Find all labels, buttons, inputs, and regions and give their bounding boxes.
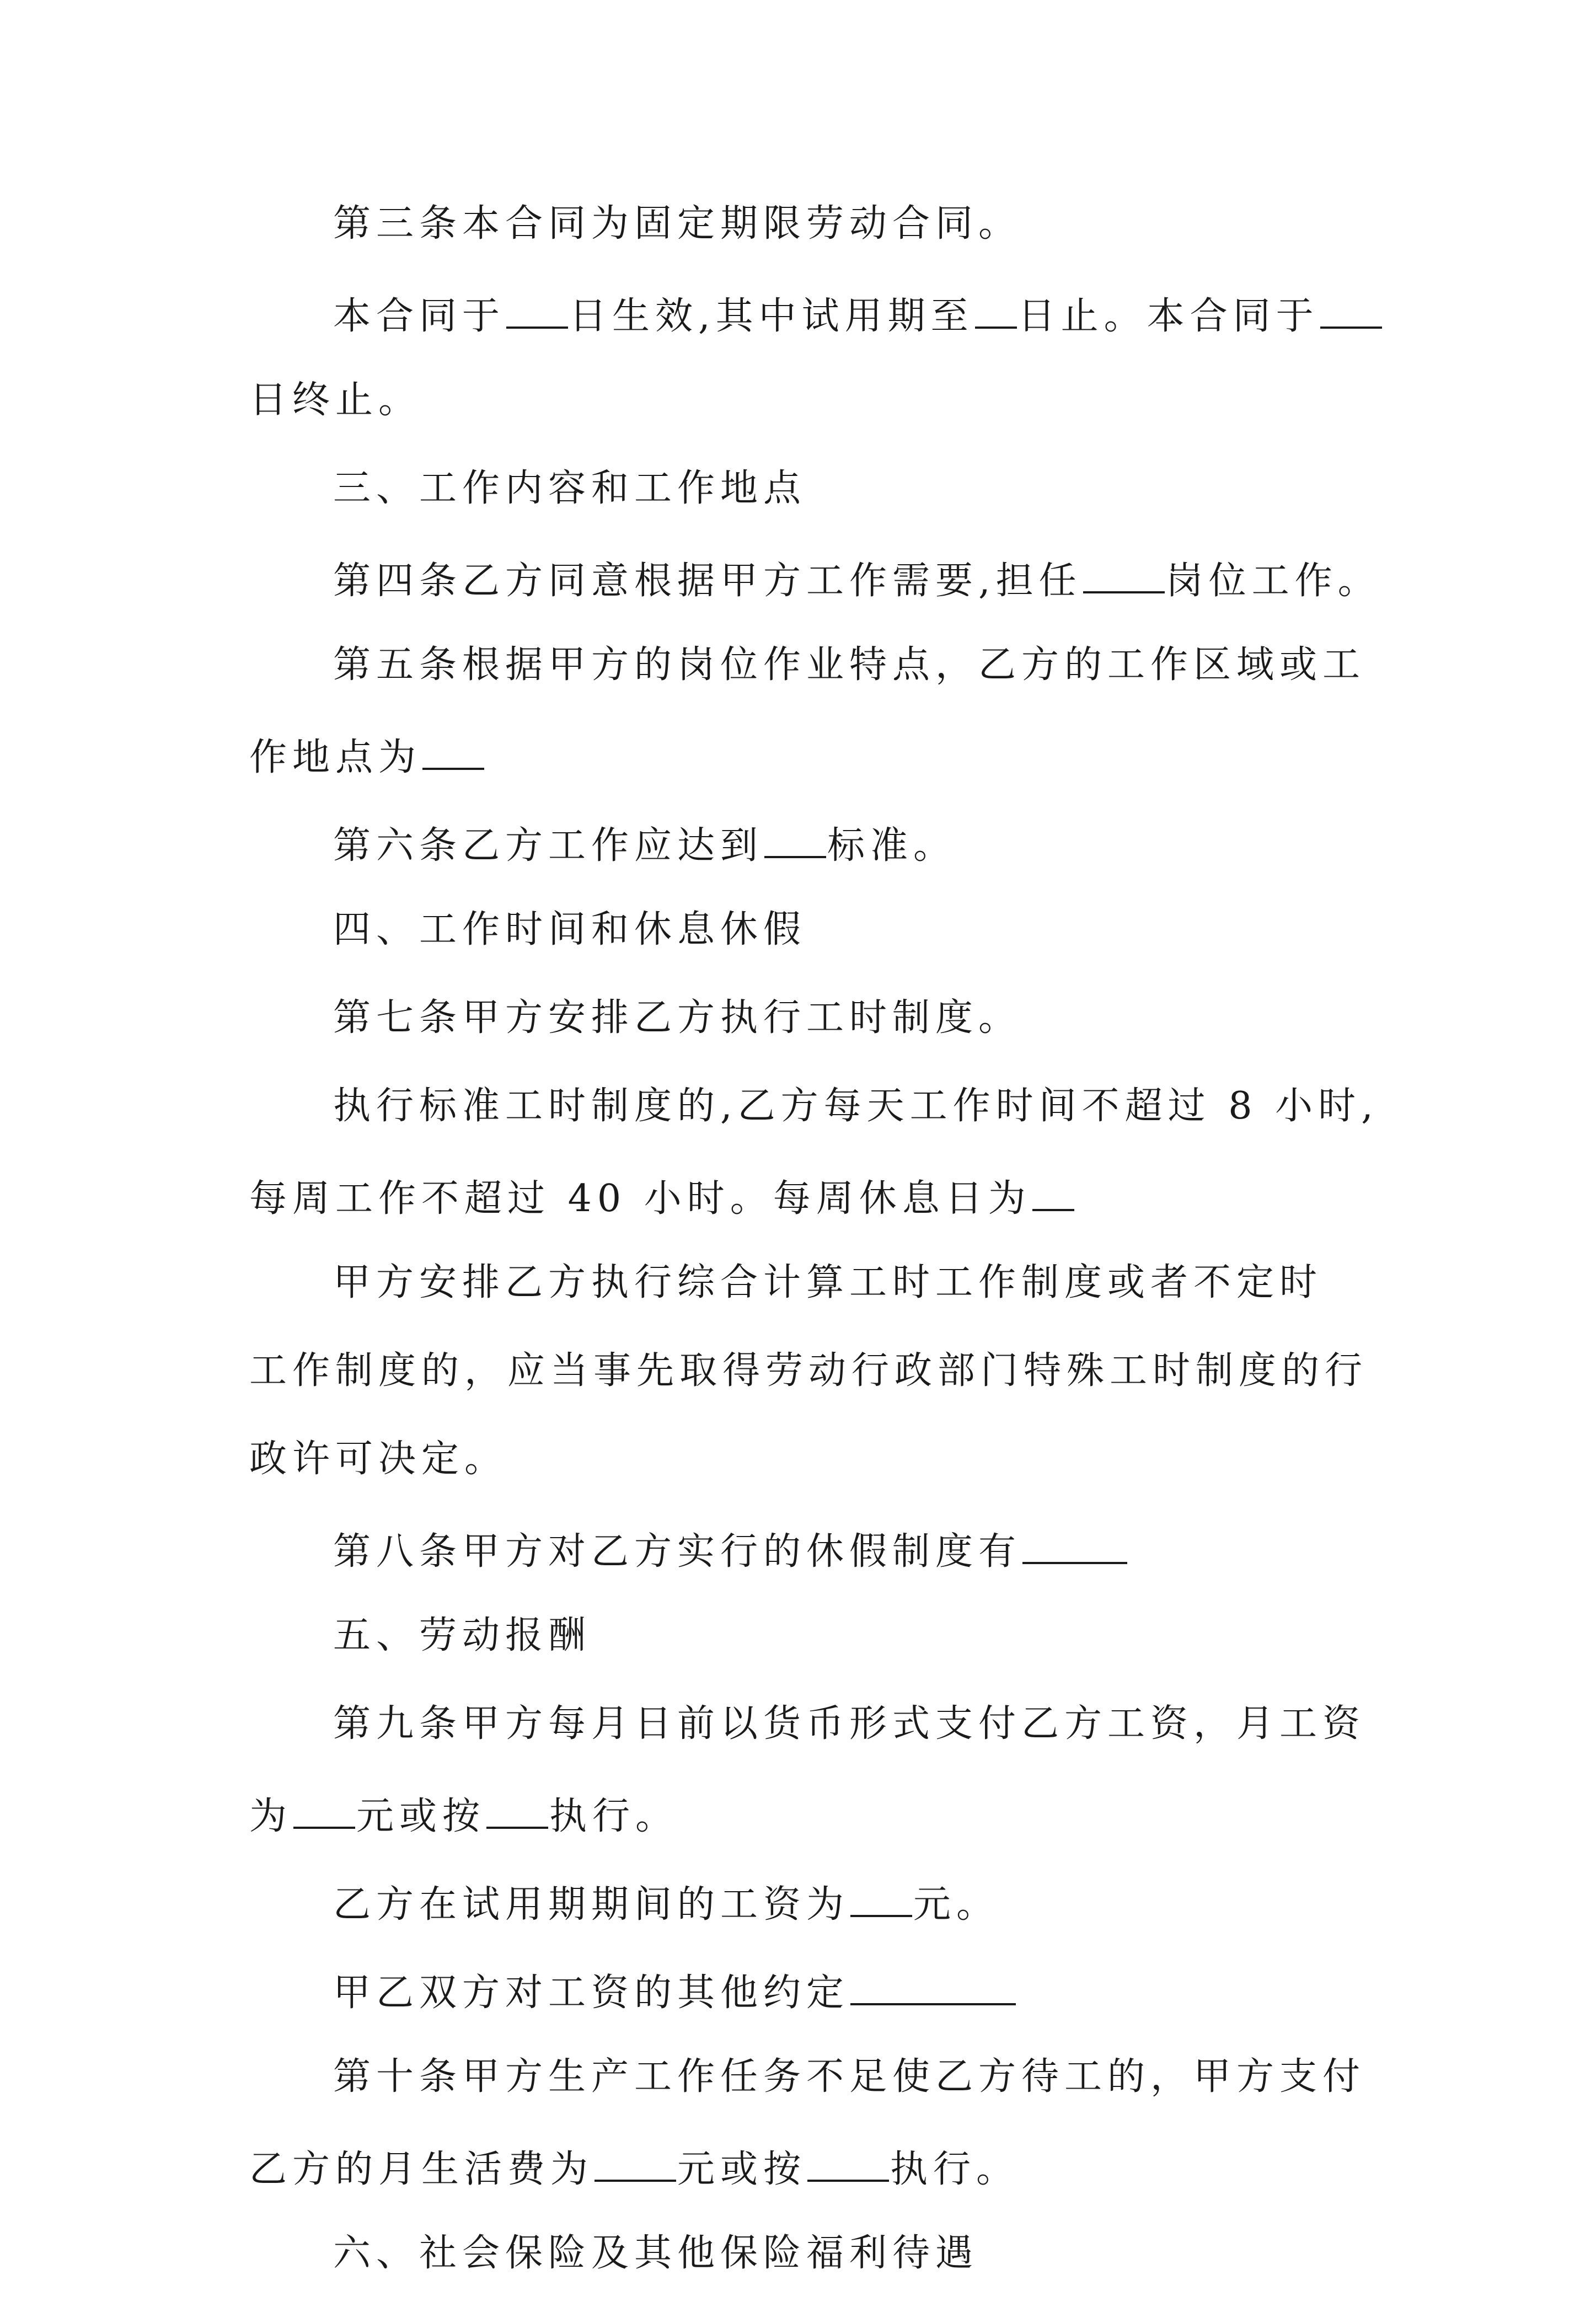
clause-5-text-cont: 作地点为 (249, 736, 422, 779)
clause-9-text-c: 执行。 (549, 1795, 679, 1838)
probation-salary-text-b: 元。 (913, 1883, 1000, 1926)
clause-9-continuation (249, 1794, 1358, 1838)
blank-probation-salary (850, 1882, 912, 1917)
section-4-title: 四、工作时间和休息休假 (333, 908, 807, 951)
flexible-hours-text-1: 甲方安排乙方执行综合计算工时工作制度或者不定时 (333, 1261, 1323, 1304)
contract-dates-text-c: 日止。本合同于 (1017, 295, 1319, 338)
clause-9-text-a: 为 (249, 1795, 293, 1838)
blank-salary-basis (486, 1794, 548, 1829)
flexible-hours-line-2 (249, 1349, 1368, 1393)
section-5-heading (249, 1614, 1358, 1657)
clause-5-continuation (249, 735, 1358, 779)
clause-10-text: 第十条甲方生产工作任务不足使乙方待工的，甲方支付 (333, 2055, 1366, 2099)
clause-3 (249, 202, 1358, 245)
clause-6 (249, 823, 1358, 868)
blank-probation-end (975, 293, 1017, 329)
contract-dates-text-a: 本合同于 (333, 295, 506, 338)
section-3-heading (249, 467, 1358, 510)
clause-9-text: 第九条甲方每月日前以货币形式支付乙方工资，月工资 (333, 1702, 1366, 1746)
contract-dates-continuation (249, 378, 1358, 422)
clause-4-text-a: 第四条乙方同意根据甲方工作需要,担任 (333, 559, 1082, 603)
standard-hours-text: 执行标准工时制度的,乙方每天工作时间不超过 8 小时, (333, 1084, 1379, 1128)
standard-hours-line (249, 1084, 1379, 1128)
blank-leave-system (1022, 1529, 1127, 1564)
clause-8 (249, 1529, 1358, 1573)
section-3-title: 三、工作内容和工作地点 (333, 467, 807, 510)
blank-rest-day (1032, 1176, 1074, 1211)
other-salary-terms-text: 甲乙双方对工资的其他约定 (333, 1971, 850, 2015)
blank-allowance-basis (807, 2147, 889, 2182)
clause-6-text-b: 标准。 (827, 824, 957, 868)
clause-10-text-c: 执行。 (890, 2148, 1020, 2191)
blank-termination-date (1320, 293, 1382, 329)
clause-7 (249, 996, 1358, 1040)
flexible-hours-text-2: 工作制度的，应当事先取得劳动行政部门特殊工时制度的行 (249, 1349, 1368, 1393)
clause-8-text: 第八条甲方对乙方实行的休假制度有 (333, 1530, 1022, 1573)
clause-10-text-b: 元或按 (677, 2148, 807, 2191)
clause-10 (249, 2055, 1366, 2099)
document-page (249, 202, 1381, 2323)
flexible-hours-text-3: 政许可决定。 (249, 1437, 508, 1481)
blank-work-standard (764, 823, 826, 858)
section-4-heading (249, 908, 1358, 951)
probation-salary-text-a: 乙方在试用期期间的工资为 (333, 1883, 850, 1926)
standard-hours-continuation (249, 1176, 1358, 1221)
flexible-hours-line-1 (249, 1261, 1358, 1304)
section-6-title: 六、社会保险及其他保险福利待遇 (333, 2231, 979, 2275)
clause-10-continuation (249, 2147, 1358, 2191)
blank-living-allowance (595, 2147, 676, 2182)
flexible-hours-line-3 (249, 1437, 1358, 1481)
clause-9-text-b: 元或按 (356, 1795, 486, 1838)
clause-9 (249, 1702, 1366, 1746)
other-salary-terms-line (249, 1970, 1358, 2015)
contract-dates-end-text: 日终止。 (249, 378, 422, 422)
clause-10-text-a: 乙方的月生活费为 (249, 2148, 594, 2191)
clause-4-text-b: 岗位工作。 (1165, 559, 1381, 603)
clause-5 (249, 643, 1366, 687)
weekly-rest-text: 每周工作不超过 40 小时。每周休息日为 (249, 1177, 1031, 1221)
blank-monthly-salary (293, 1794, 355, 1829)
probation-salary-line (249, 1882, 1358, 1926)
contract-dates-text-b: 日生效,其中试用期至 (569, 295, 974, 338)
blank-position (1083, 558, 1165, 593)
section-6-heading (249, 2231, 1358, 2275)
contract-dates-line (249, 293, 1358, 338)
section-5-title: 五、劳动报酬 (333, 1614, 592, 1657)
blank-effective-date (506, 293, 568, 329)
clause-5-text: 第五条根据甲方的岗位作业特点，乙方的工作区域或工 (333, 643, 1366, 687)
clause-3-text: 第三条本合同为固定期限劳动合同。 (333, 202, 1022, 245)
clause-7-text: 第七条甲方安排乙方执行工时制度。 (333, 996, 1022, 1040)
blank-work-location (422, 735, 484, 770)
clause-6-text-a: 第六条乙方工作应达到 (333, 824, 764, 868)
blank-other-salary-terms (850, 1970, 1016, 2005)
clause-4 (249, 558, 1381, 603)
